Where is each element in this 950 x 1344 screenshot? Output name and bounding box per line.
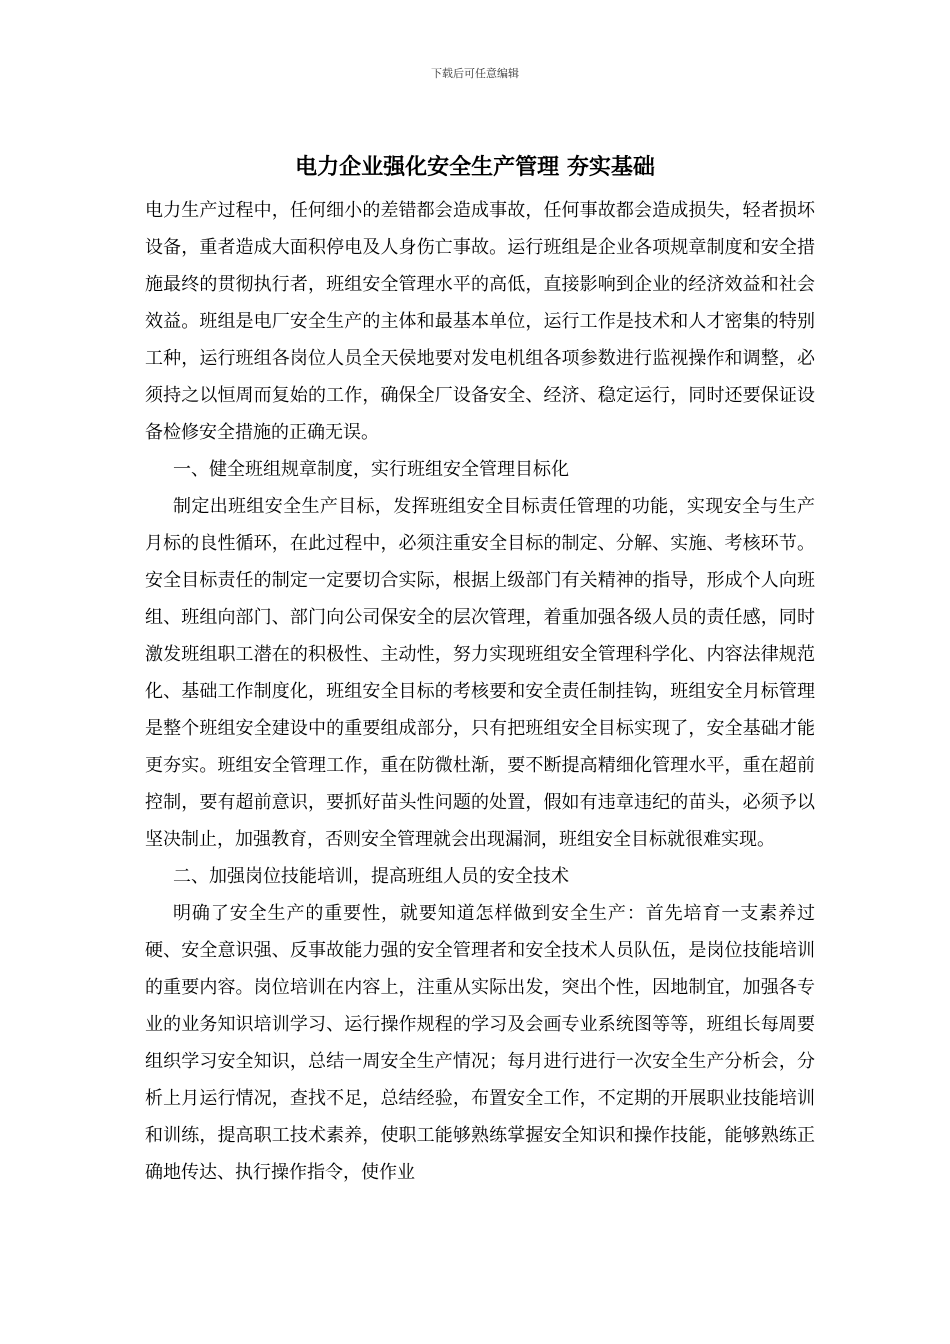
paragraph-section-2: 明确了安全生产的重要性，就要知道怎样做到安全生产：首先培育一支素养过硬、安全意识强、反事故能力强的安全管理者和安全技术人员队伍，是岗位技能培训的重要内容。岗位培训在内容上，注重从实际出发，突出个性，因地制宜，加强各专业的业务知识培训学习、运行操作规程的学习及会画专业系统图等等，班组长每周要组织学习安全知识，总结一周安全生产情况；每月进行进行一次安全生产分析会，分析上月运行情况，查找不足，总结经验，布置安全工作，不定期的开展职业技能培训和训练，提高职工技术素养，使职工能够熟练掌握安全知识和操作技能，能够熟练正确地传达、执行操作指令，使作业	[145, 903, 815, 1183]
document-body	[145, 192, 815, 1191]
document-title: 电力企业强化安全生产管理 夯实基础	[295, 155, 655, 180]
paragraph-section-1: 制定出班组安全生产目标，发挥班组安全目标责任管理的功能，实现安全与生产月标的良性循环，在此过程中，必须注重安全目标的制定、分解、实施、考核环节。安全目标责任的制定一定要切合实际，根据上级部门有关精神的指导，形成个人向班组、班组向部门、部门向公司保安全的层次管理，着重加强各级人员的责任感，同时激发班组职工潜在的积极性、主动性，努力实现班组安全管理科学化、内容法律规范化、基础工作制度化，班组安全目标的考核要和安全责任制挂钩，班组安全月标管理是整个班组安全建设中的重要组成部分，只有把班组安全目标实现了，安全基础才能更夯实。班组安全管理工作，重在防微杜渐，要不断提高精细化管理水平，重在超前控制，要有超前意识，要抓好苗头性问题的处置，假如有违章违纪的苗头，必须予以坚决制止，加强教育，否则安全管理就会出现漏洞，班组安全目标就很难实现。	[145, 496, 815, 850]
section-heading-2: 二、加强岗位技能培训，提高班组人员的安全技术	[173, 866, 569, 887]
header-note: 下载后可任意编辑	[431, 67, 519, 80]
section-heading-1: 一、健全班组规章制度，实行班组安全管理目标化	[173, 459, 569, 480]
paragraph-intro: 电力生产过程中，任何细小的差错都会造成事故，任何事故都会造成损失，轻者损坏设备，重者造成大面积停电及人身伤亡事故。运行班组是企业各项规章制度和安全措施最终的贯彻执行者，班组安全管理水平的高低，直接影响到企业的经济效益和社会效益。班组是电厂安全生产的主体和最基本单位，运行工作是技术和人才密集的特别工种，运行班组各岗位人员全天侯地要对发电机组各项参数进行监视操作和调整，必须持之以恒周而复始的工作，确保全厂设备安全、经济、稳定运行，同时还要保证设备检修安全措施的正确无误。	[145, 200, 815, 443]
